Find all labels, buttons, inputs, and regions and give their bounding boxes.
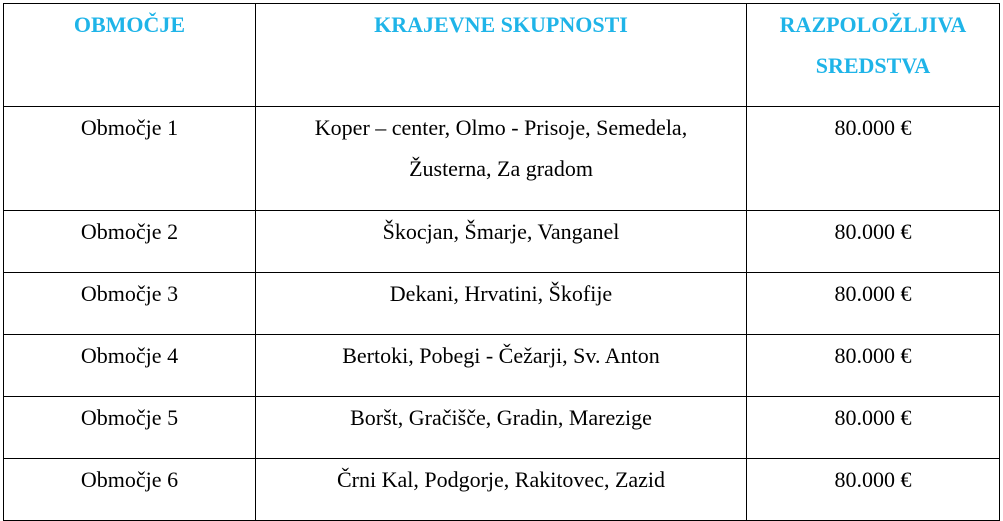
table-header-row	[4, 4, 1000, 107]
header-communities: KRAJEVNE SKUPNOSTI	[256, 4, 747, 107]
table-row	[4, 335, 1000, 397]
header-funds: RAZPOLOŽLJIVA SREDSTVA	[747, 4, 1000, 107]
area-cell: Območje 3	[4, 273, 256, 335]
table-row	[4, 273, 1000, 335]
communities-cell: Črni Kal, Podgorje, Rakitovec, Zazid	[256, 459, 747, 521]
table-row	[4, 459, 1000, 521]
table-row	[4, 211, 1000, 273]
communities-cell: Dekani, Hrvatini, Škofije	[256, 273, 747, 335]
communities-cell: Boršt, Gračišče, Gradin, Marezige	[256, 397, 747, 459]
funds-cell: 80.000 €	[747, 335, 1000, 397]
funds-cell: 80.000 €	[747, 273, 1000, 335]
communities-cell: Škocjan, Šmarje, Vanganel	[256, 211, 747, 273]
funds-table	[3, 3, 1000, 521]
area-cell: Območje 1	[4, 107, 256, 211]
communities-cell: Bertoki, Pobegi - Čežarji, Sv. Anton	[256, 335, 747, 397]
funds-cell: 80.000 €	[747, 459, 1000, 521]
area-cell: Območje 4	[4, 335, 256, 397]
funds-cell: 80.000 €	[747, 397, 1000, 459]
communities-cell: Koper – center, Olmo - Prisoje, Semedela, Žusterna, Za gradom	[256, 107, 747, 211]
table-row	[4, 107, 1000, 211]
header-area: OBMOČJE	[4, 4, 256, 107]
area-cell: Območje 6	[4, 459, 256, 521]
funds-cell: 80.000 €	[747, 107, 1000, 211]
area-cell: Območje 2	[4, 211, 256, 273]
table-row	[4, 397, 1000, 459]
area-cell: Območje 5	[4, 397, 256, 459]
funds-cell: 80.000 €	[747, 211, 1000, 273]
